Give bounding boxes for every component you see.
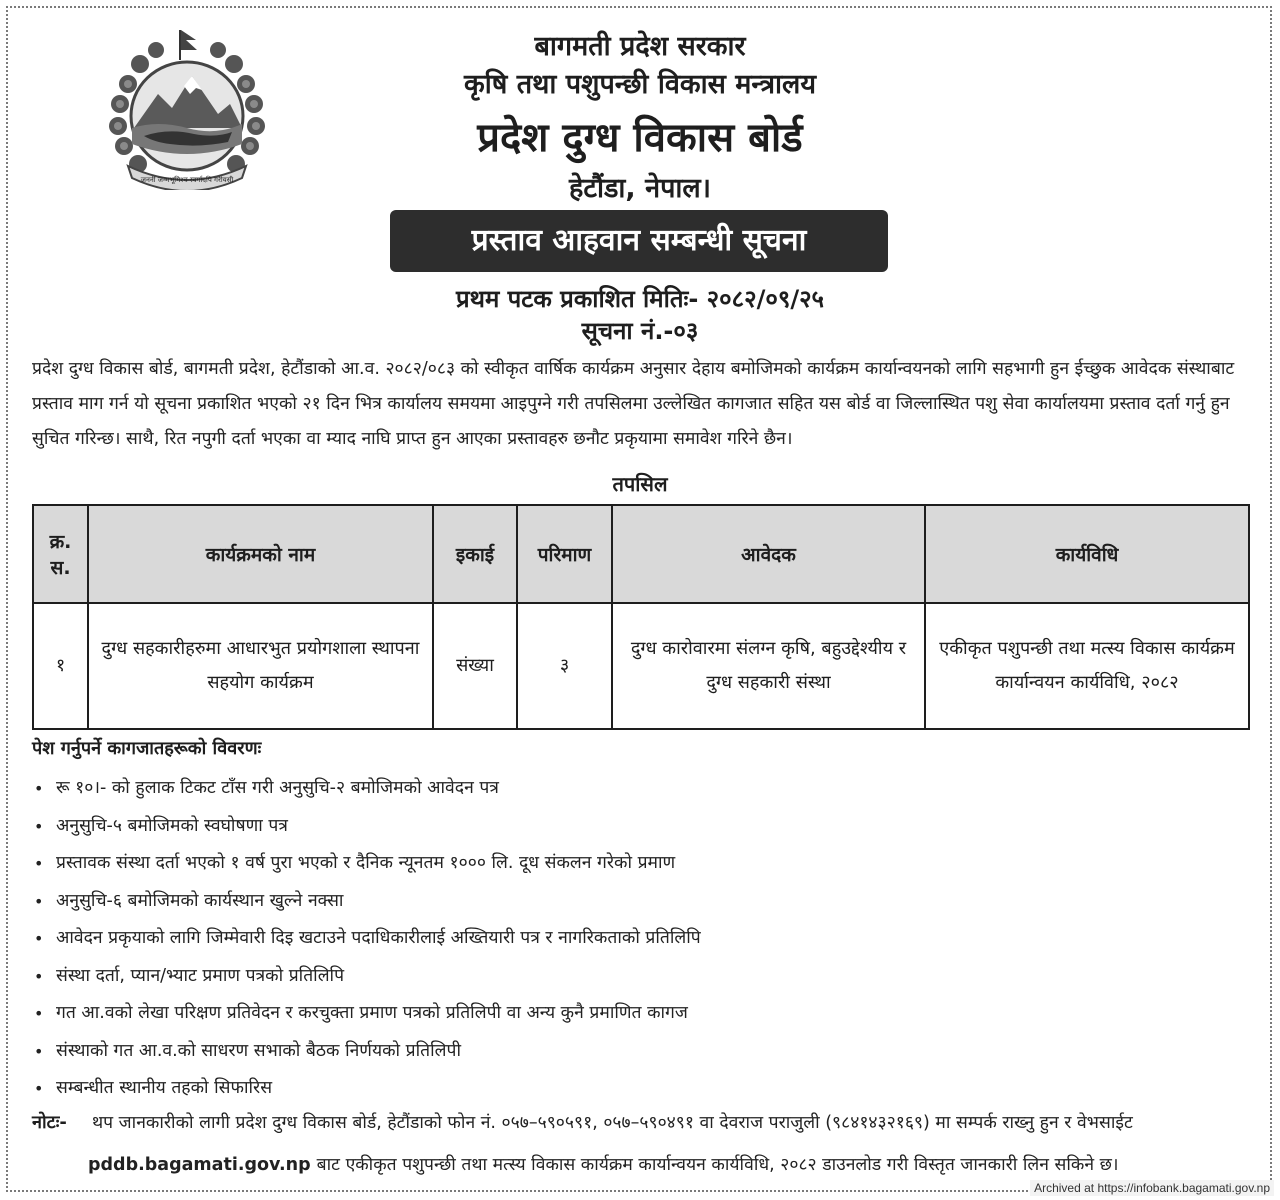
list-item bbox=[32, 770, 701, 808]
bullet-icon: • bbox=[34, 1079, 44, 1098]
bullet-icon: • bbox=[34, 929, 44, 948]
cell-program: दुग्ध सहकारीहरुमा आधारभुत प्रयोगशाला स्थापना सहयोग कार्यक्रम bbox=[88, 603, 433, 729]
emblem-motto: जननी जन्मभूमिश्च स्वर्गादपि गरीयसी bbox=[140, 176, 234, 184]
government-title: बागमती प्रदेश सरकार bbox=[534, 31, 746, 62]
list-item-text: संस्थाको गत आ.व.को साधरण सभाको बैठक निर्णयको प्रतिलिपी bbox=[56, 1040, 461, 1061]
schedule-title: तपसिल bbox=[612, 472, 668, 496]
website-link[interactable]: pddb.bagamati.gov.np bbox=[88, 1155, 311, 1175]
list-item bbox=[32, 995, 701, 1033]
documents-list bbox=[32, 770, 701, 1108]
notice-number: सूचना नं.-०३ bbox=[581, 317, 699, 345]
bullet-icon: • bbox=[34, 891, 44, 911]
list-item-text: आवेदन प्रकृयाको लागि जिम्मेवारी दिइ खटाउने पदाधिकारीलाई अख्तियारी पत्र र नागरिकताको प्रतिलिपि bbox=[56, 928, 701, 948]
board-title: प्रदेश दुग्ध विकास बोर्ड bbox=[477, 115, 803, 161]
list-item bbox=[32, 958, 701, 996]
ministry-title: कृषि तथा पशुपन्छी विकास मन्त्रालय bbox=[463, 69, 816, 100]
bullet-icon: • bbox=[34, 1004, 44, 1023]
cell-quantity: ३ bbox=[517, 603, 612, 729]
notice-title-banner: प्रस्ताव आहवान सम्बन्धी सूचना bbox=[390, 210, 888, 272]
list-item bbox=[32, 920, 701, 958]
list-item-text: सम्बन्धीत स्थानीय तहको सिफारिस bbox=[56, 1078, 273, 1098]
header-program: कार्यक्रमको नाम bbox=[88, 505, 433, 603]
notice-body: प्रदेश दुग्ध विकास बोर्ड, बागमती प्रदेश, हेटौंडाको आ.व. २०८२/०८३ को स्वीकृत वार्षिक कार्यक्रम अनुसार देहाय बमोजिमको कार्यक्रम कार्यान्वयनको लागि सहभागी हुन ईच्छुक आवेदक संस्थाबाट प्रस्ताव माग गर्न यो सूचना प्रकाशित भएको २१ दिन भित्र कार्यालय समयमा आइपुग्ने गरी तपसिलमा उल्लेखित कागजात सहित यस बोर्ड वा जिल्लास्थित पशु सेवा कार्यालयमा प्रस्ताव दर्ता गर्नु हुन सुचित गरिन्छ। साथै, रित नपुगी दर्ता भएका वा म्याद नाघि प्राप्त हुन आएका प्रस्तावहरु छनौट प्रकृयामा समावेश गरिने छैन। bbox=[32, 359, 1235, 449]
table-row bbox=[33, 603, 1249, 729]
cell-unit: संख्या bbox=[433, 603, 517, 729]
published-date: प्रथम पटक प्रकाशित मितिः- २०८२/०९/२५ bbox=[455, 285, 825, 313]
list-item bbox=[32, 808, 701, 846]
header-procedure: कार्यविधि bbox=[925, 505, 1249, 603]
list-item-text: अनुसुचि-५ बमोजिमको स्वघोषणा पत्र bbox=[56, 815, 288, 836]
schedule-table bbox=[32, 504, 1250, 730]
list-item-text: रू १०।- को हुलाक टिकट टाँस गरी अनुसुचि-२ बमोजिमको आवेदन पत्र bbox=[56, 778, 499, 798]
header-quantity: परिमाण bbox=[517, 505, 612, 603]
bullet-icon: • bbox=[34, 816, 44, 836]
bullet-icon: • bbox=[34, 854, 44, 873]
cell-sn: १ bbox=[33, 603, 88, 729]
header-unit: इकाई bbox=[433, 505, 517, 603]
list-item-text: अनुसुचि-६ बमोजिमको कार्यस्थान खुल्ने नक्सा bbox=[56, 890, 344, 911]
list-item bbox=[32, 845, 701, 883]
note-label: नोटः- bbox=[32, 1112, 67, 1133]
header-sn: क्र. स. bbox=[33, 505, 88, 603]
bullet-icon: • bbox=[34, 779, 44, 798]
note-line-2-text: बाट एकीकृत पशुपन्छी तथा मत्स्य विकास कार्यक्रम कार्यान्वयन कार्यविधि, २०८२ डाउनलोड गरी विस्तृत जानकारी लिन सकिने छ। bbox=[316, 1155, 1119, 1175]
list-item-text: गत आ.वको लेखा परिक्षण प्रतिवेदन र करचुक्ता प्रमाण पत्रको प्रतिलिपी वा अन्य कुनै प्रमाणित कागज bbox=[56, 1003, 688, 1023]
header-applicant: आवेदक bbox=[612, 505, 925, 603]
list-item bbox=[32, 1033, 701, 1071]
documents-heading: पेश गर्नुपर्ने कागजातहरूको विवरणः bbox=[32, 738, 262, 759]
bullet-icon: • bbox=[34, 966, 44, 986]
bullet-icon: • bbox=[34, 1041, 44, 1061]
list-item-text: प्रस्तावक संस्था दर्ता भएको १ वर्ष पुरा भएको र दैनिक न्यूनतम १००० लि. दूध संकलन गरेको प्रमाण bbox=[56, 853, 676, 873]
archive-watermark: Archived at https://infobank.bagamati.gov.np bbox=[1030, 1180, 1274, 1196]
location-text: हेटौंडा, नेपाल। bbox=[569, 173, 711, 204]
note-line-1: थप जानकारीको लागी प्रदेश दुग्ध विकास बोर्ड, हेटौंडाको फोन नं. ०५७–५९०५९१, ०५७–५९०४९१ वा देवराज पराजुली (९८४१४३२१६९) मा सम्पर्क राख्नु हुन र वेभसाईट bbox=[92, 1113, 1133, 1133]
list-item-text: संस्था दर्ता, प्यान/भ्याट प्रमाण पत्रको प्रतिलिपि bbox=[56, 965, 345, 986]
note-line-2 bbox=[88, 1152, 1119, 1176]
table-header-row bbox=[33, 505, 1249, 603]
cell-procedure: एकीकृत पशुपन्छी तथा मत्स्य विकास कार्यक्रम कार्यान्वयन कार्यविधि, २०८२ bbox=[925, 603, 1249, 729]
cell-applicant: दुग्ध कारोवारमा संलग्न कृषि, बहुउद्देश्यीय र दुग्ध सहकारी संस्था bbox=[612, 603, 925, 729]
list-item bbox=[32, 1070, 701, 1108]
list-item bbox=[32, 883, 701, 921]
